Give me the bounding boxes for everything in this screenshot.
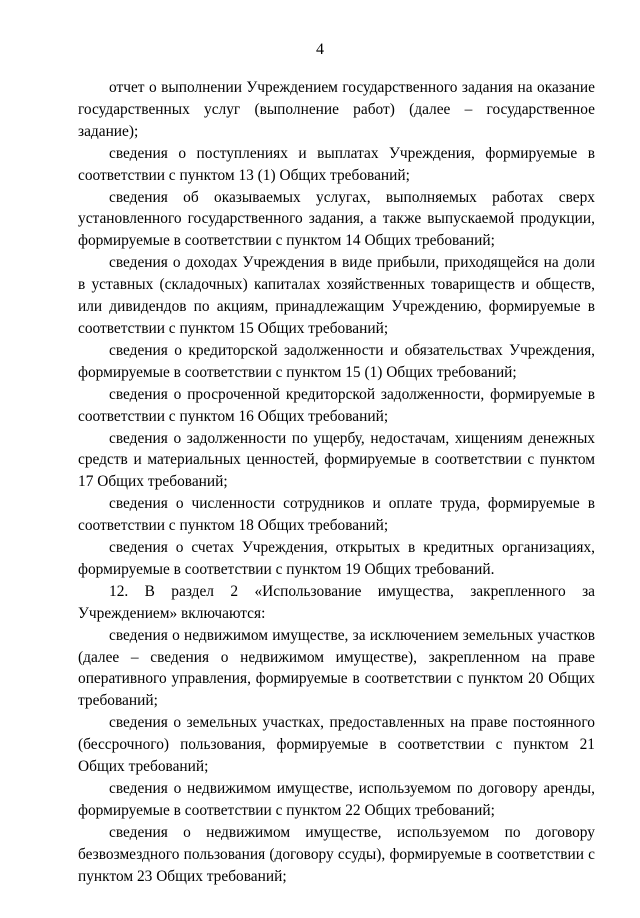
paragraph: сведения о поступлениях и выплатах Учреждения, формируемые в соответствии с пунктом 13 (1) Общих требований; [78, 144, 595, 184]
paragraph: сведения о кредиторской задолженности и обязательствах Учреждения, формируемые в соответствии с пунктом 15 (1) Общих требований; [78, 341, 595, 381]
paragraph: сведения о численности сотрудников и оплате труда, формируемые в соответствии с пунктом 18 Общих требований; [78, 495, 595, 535]
paragraph: сведения о счетах Учреждения, открытых в кредитных организациях, формируемые в соответствии с пунктом 19 Общих требований. [78, 539, 595, 578]
paragraph: сведения о недвижимом имуществе, используемом по договору безвозмездного пользования (договору ссуды), формируемые в соответствии с пунктом 23 Общих требований; [78, 823, 595, 885]
page-number: 4 [316, 41, 324, 58]
paragraph: отчет о выполнении Учреждением государственного задания на оказание государственных услуг (выполнение работ) (далее – государственное задание); [78, 79, 595, 140]
paragraph: сведения о недвижимом имуществе, используемом по договору аренды, формируемые в соответствии с пунктом 22 Общих требований; [78, 780, 595, 819]
paragraph: сведения о недвижимом имуществе, за исключением земельных участков (далее – сведения о недвижимом имуществе), закрепленном на праве оперативного управления, формируемые в соответствии с пунктом 20 Общих требований; [78, 626, 595, 710]
paragraph: сведения о задолженности по ущербу, недостачам, хищениям денежных средств и материальных ценностей, формируемые в соответствии с пунктом 17 Общих требований; [78, 429, 595, 491]
paragraph: сведения о земельных участках, предоставленных на праве постоянного (бессрочного) пользования, формируемые в соответствии с пунктом 21 Общих требований; [78, 714, 595, 776]
paragraph: сведения об оказываемых услугах, выполняемых работах сверх установленного государственного задания, а также выпускаемой продукции, формируемые в соответствии с пунктом 14 Общих требований; [78, 188, 595, 250]
document-body [78, 77, 595, 888]
paragraph: сведения о доходах Учреждения в виде прибыли, приходящейся на доли в уставных (складочных) капиталах хозяйственных товариществ и обществ, или дивидендов по акциям, принадлежащим Учреждению, формируемые в соответствии с пунктом 15 Общих требований; [78, 254, 595, 337]
section-paragraph: 12. В раздел 2 «Использование имущества, закрепленного за Учреждением» включаются: [78, 582, 595, 622]
paragraph: сведения о просроченной кредиторской задолженности, формируемые в соответствии с пунктом 16 Общих требований; [78, 385, 595, 425]
